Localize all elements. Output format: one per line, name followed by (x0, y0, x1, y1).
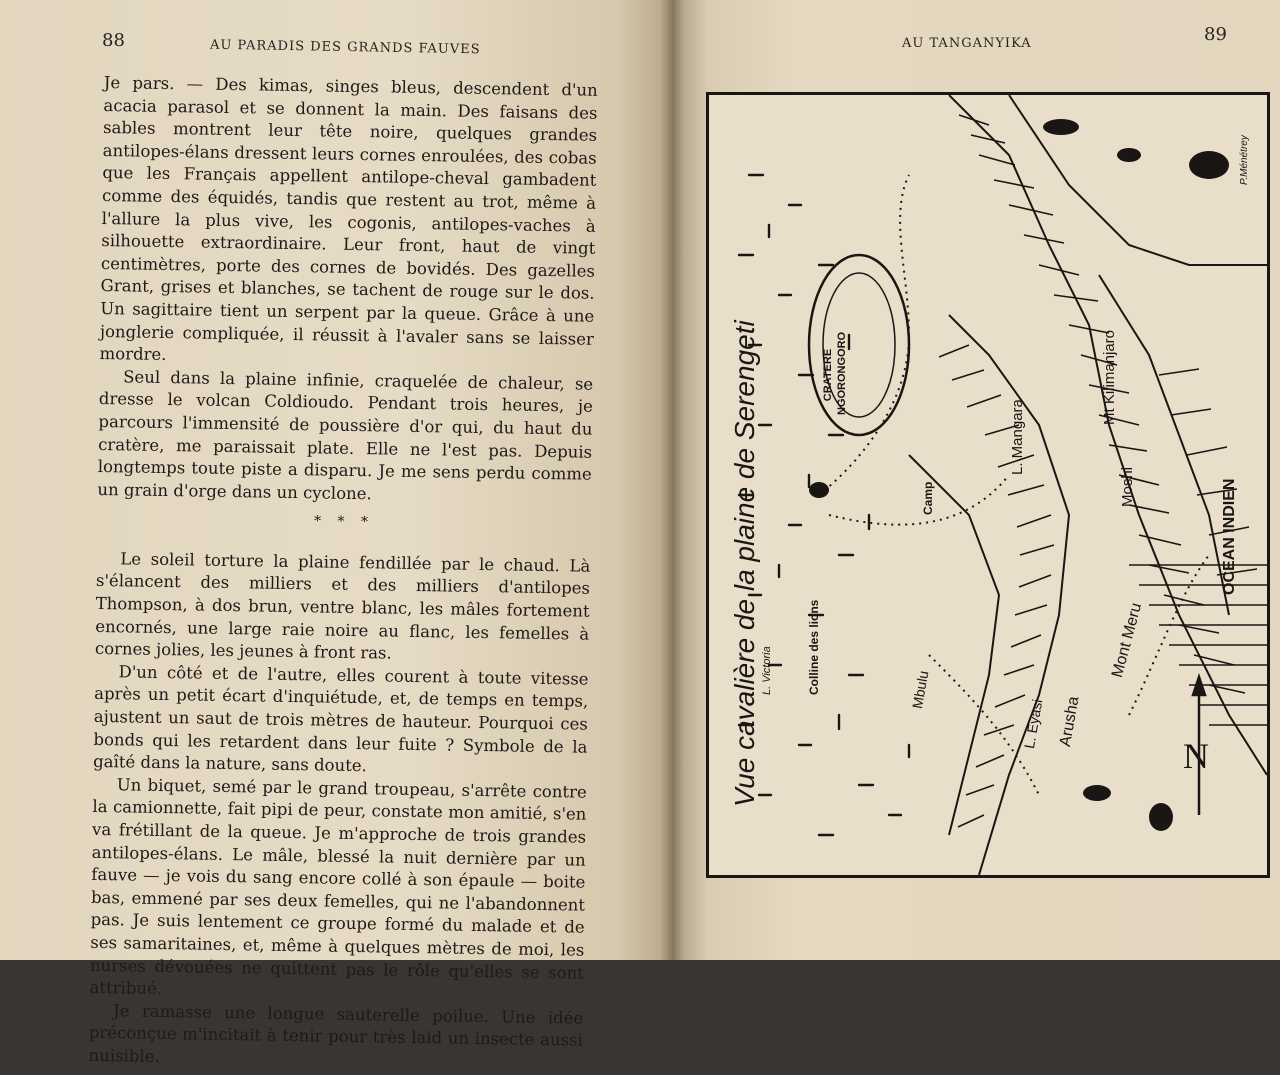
label-moshi: Moshi (1119, 466, 1136, 507)
label-mangara: L. Mangara (1009, 399, 1026, 475)
paragraph: Le soleil torture la plaine fendillée par le chaud. Là s'élancent des milliers et des milliers d'antilopes Thompson, à dos brun, ventre blanc, les mâles fortement encornés, une large raie noire au flanc, les femelles à cornes jolies, les jeunes à front ras. (94, 549, 591, 663)
asterism: * * * (313, 513, 375, 531)
paragraph: Je pars. — Des kimas, singes bleus, descendent d'un acacia parasol et se donnent la main. Des faisans des sables montrent leur tête noire, quelques grandes antilopes-élans dressent leurs cornes enroulées, des cobas que les Français appellent antilope-cheval gambadent comme des équidés, tandis que restent au trot, même à l'allure la plus vive, les cogonis, antilopes-vaches à silhouette extraordinaire. Leur front, haut de vingt centimètres, porte des cornes de bovidés. Des gazelles Grant, grises et blanches, se tachent de rouge sur le dos. Un sagittaire tient un serpent par la queue. Grâce à une jonglerie compliquée, il réussit à l'avaler sans se laisser mordre. (99, 72, 598, 365)
page-number-right: 89 (1204, 24, 1227, 45)
paragraph: D'un côté et de l'autre, elles courent à toute vitesse après un petit écart d'inquiétude, et, de temps en temps, ajustent un saut de trois mètres de hauteur. Pourquoi ces bonds qui les retardent dans leur fuite ? Symbole de la gaîté dans la nature, sans doute. (93, 662, 589, 776)
label-arusha: Arusha (1057, 695, 1083, 748)
label-meru: Mont Meru (1109, 601, 1146, 680)
label-ocean: OCEAN INDIEN (1221, 478, 1238, 595)
map-signature: P.Ménétrey (1239, 135, 1250, 185)
label-victoria: L. Victoria (761, 646, 773, 695)
serengeti-map (706, 92, 1270, 878)
page-number-left: 88 (102, 30, 125, 51)
running-head-right: AU TANGANYIKA (902, 36, 1032, 51)
label-eyasi: L. Eyasi (1021, 697, 1046, 750)
compass-north: N (1183, 736, 1209, 776)
paragraph: Je ramasse une longue sauterelle poilue. Une idée préconçue m'incitait à tenir pour très laid un insecte aussi nuisible. (88, 1001, 584, 1066)
paragraph: Un biquet, semé par le grand troupeau, s'arrête contre la camionnette, fait pipi de peur, constate mon amitié, s'en va frétillant de la queue. Je m'approche de trois grandes antilopes-élans. Le mâle, blessé la nuit dernière par un fauve — je vois du sang encore collé à son épaule — boite bas, emmené par ses deux femelles, qui ne l'abandonnent pas. Je suis lentement ce groupe formé du malade et de ses samaritaines, et, même à quelques mètres de moi, les nurses dévouées ne quittent pas le rôle qu'elles se sont attribué. (89, 775, 587, 999)
paragraph: Seul dans la plaine infinie, craquelée de chaleur, se dresse le volcan Coldioudo. Pendant trois heures, je parcours l'immensité de poussière d'or qui, du haut du cratère, me paraissait plate. Elle ne l'est pas. Depuis longtemps toute piste a disparu. Je me sens perdu comme un grain d'orge dans un cyclone. (97, 367, 594, 503)
running-head-left: AU PARADIS DES GRANDS FAUVES (209, 37, 481, 58)
label-mbulu: Mbulu (909, 669, 932, 710)
label-collines: Colline des lions (807, 599, 821, 695)
body-text (88, 72, 598, 1075)
label-kilimanjaro: Mt Kilimanjaro (1101, 329, 1118, 425)
label-camp: Camp (921, 481, 935, 515)
map-title: Vue cavalière de la plaine de Serengeti (729, 320, 760, 807)
book-gutter (660, 0, 684, 960)
label-crater: CRATERE NGORONGORO (822, 331, 848, 415)
